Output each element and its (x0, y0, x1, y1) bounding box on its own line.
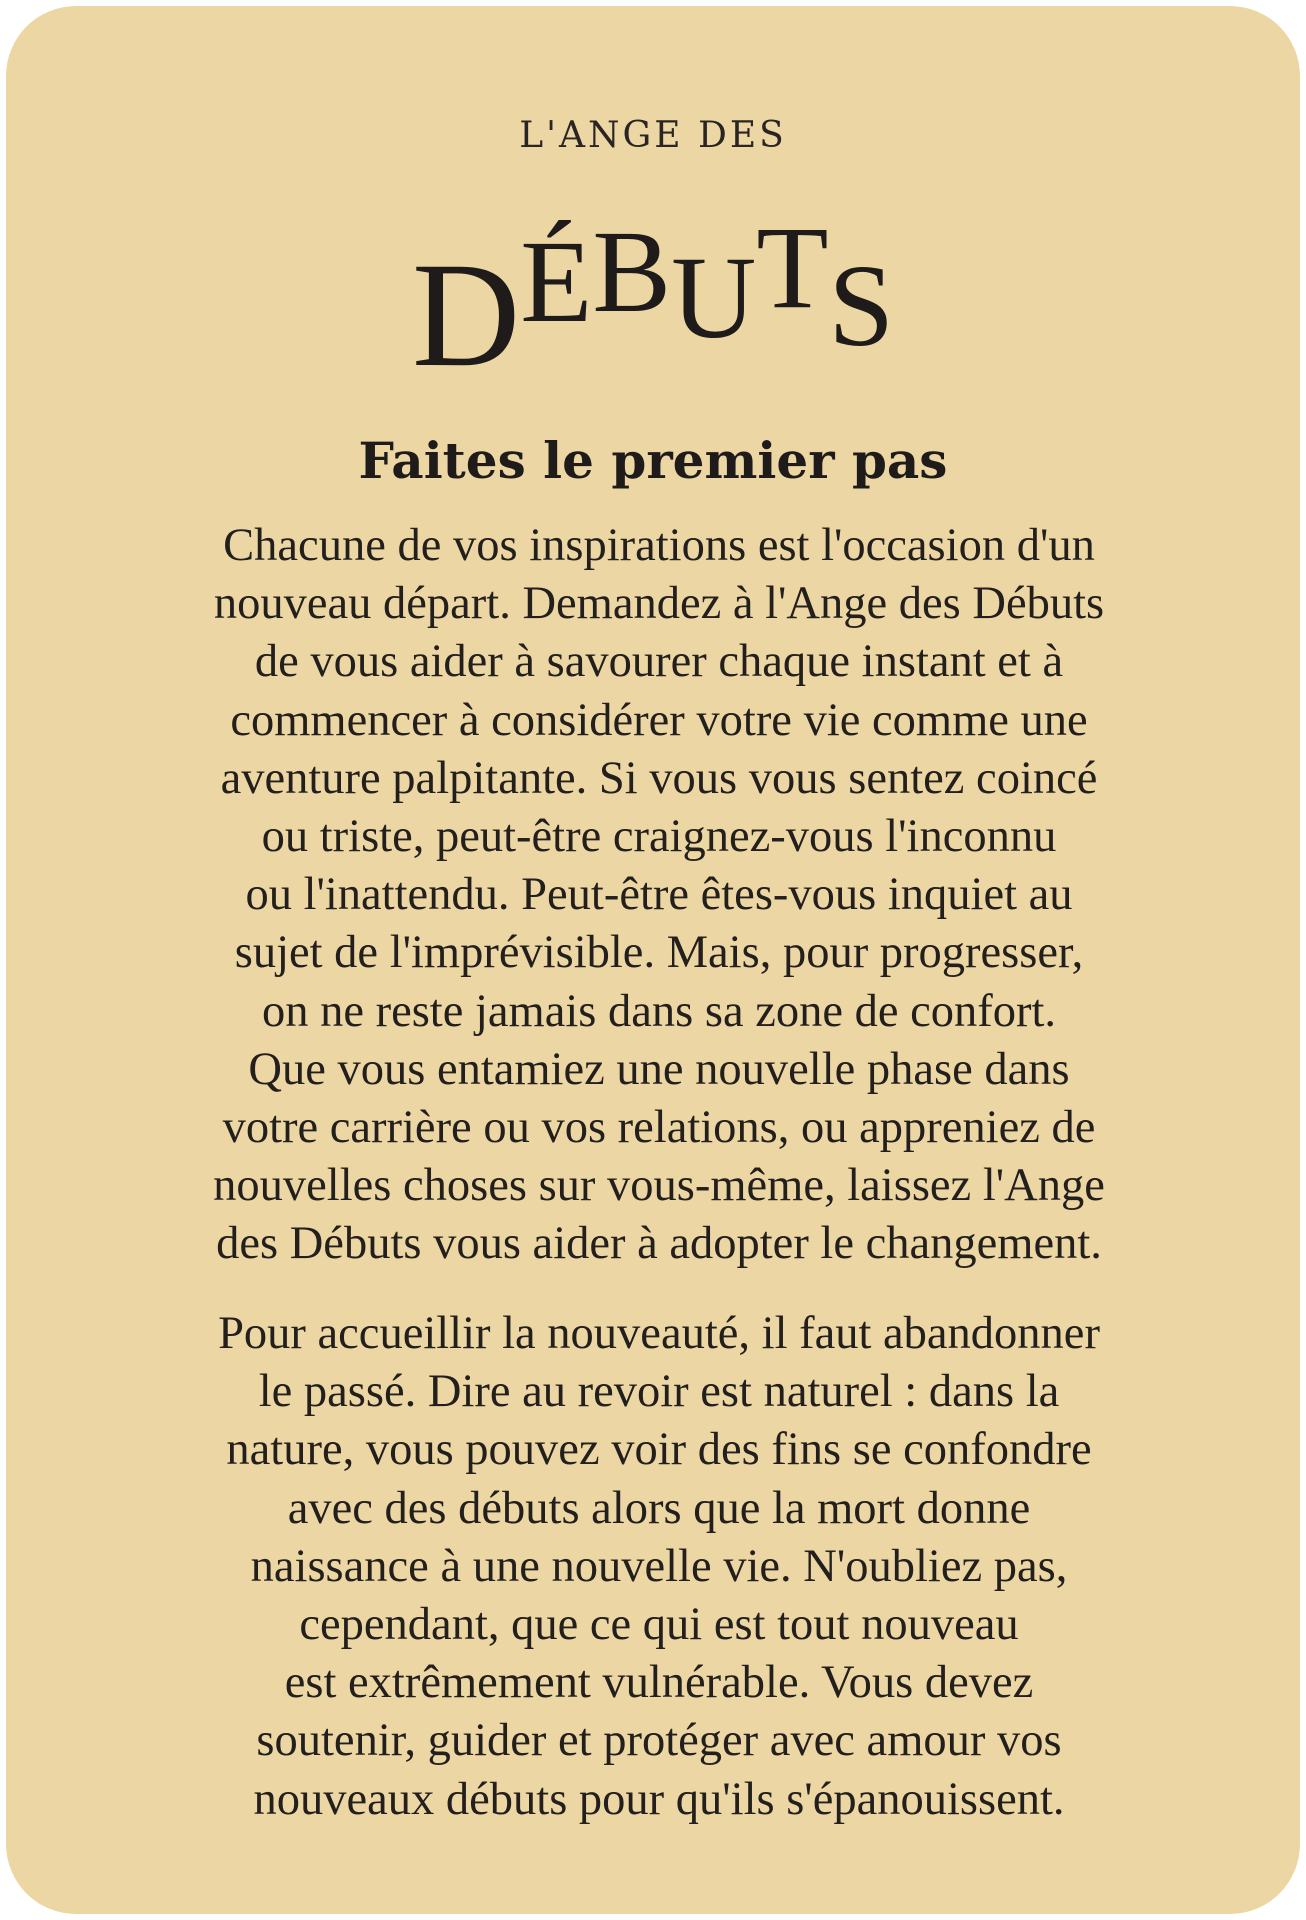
paragraph-line: nouveau départ. Demandez à l'Ange des Débuts (213, 578, 1105, 630)
paragraph-line: ou l'inattendu. Peut-être êtes-vous inquiet au (245, 869, 1073, 921)
card-eyebrow: L'ANGE DES (519, 115, 787, 156)
paragraph-line: le passé. Dire au revoir est naturel : dans la (258, 1366, 1060, 1418)
paragraph-line: soutenir, guider et protéger avec amour vos (256, 1715, 1062, 1767)
paragraph-line: de vous aider à savourer chaque instant et à (254, 636, 1064, 688)
paragraph-2 (116, 1305, 1202, 1829)
title-letter: U (671, 232, 757, 363)
paragraph-line: on ne reste jamais dans sa zone de confort. (261, 985, 1057, 1037)
paragraph-line: sujet de l'imprévisible. Mais, pour progresser, (234, 927, 1084, 979)
paragraph-line: cependant, que ce qui est tout nouveau (299, 1599, 1019, 1651)
title-letter: T (756, 202, 829, 333)
title-letter: D (411, 232, 521, 398)
paragraph-1 (116, 517, 1202, 1274)
paragraph-line: naissance à une nouvelle vie. N'oubliez pas, (250, 1540, 1068, 1592)
title-letter: B (592, 206, 672, 337)
oracle-card (6, 6, 1300, 1914)
paragraph-line: Pour accueillir la nouveauté, il faut abandonner (218, 1308, 1100, 1359)
paragraph-line: nouveaux débuts pour qu'ils s'épanouissent. (253, 1773, 1065, 1825)
title-letter: É (520, 216, 593, 347)
paragraph-line: avec des débuts alors que la mort donne (287, 1482, 1031, 1534)
paragraph-line: nature, vous pouvez voir des fins se confondre (226, 1424, 1092, 1476)
paragraph-line: ou triste, peut-être craignez-vous l'inconnu (261, 811, 1057, 863)
paragraph-line: est extrêmement vulnérable. Vous devez (284, 1657, 1034, 1709)
paragraph-line: commencer à considérer votre vie comme une (230, 694, 1088, 746)
paragraph-line: Chacune de vos inspirations est l'occasion d'un (223, 520, 1095, 571)
card-subtitle: Faites le premier pas (358, 431, 948, 490)
paragraph-line: des Débuts vous aider à adopter le changement. (216, 1218, 1102, 1270)
paragraph-line: nouvelles choses sur vous-même, laissez l'Ange (213, 1160, 1105, 1212)
paragraph-line: votre carrière ou vos relations, ou appreniez de (222, 1102, 1096, 1154)
paragraph-line: Que vous entamiez une nouvelle phase dans (248, 1043, 1070, 1095)
paragraph-line: aventure palpitante. Si vous vous sentez coincé (220, 752, 1098, 804)
title-letter: S (828, 240, 895, 371)
card-title (6, 196, 1300, 398)
